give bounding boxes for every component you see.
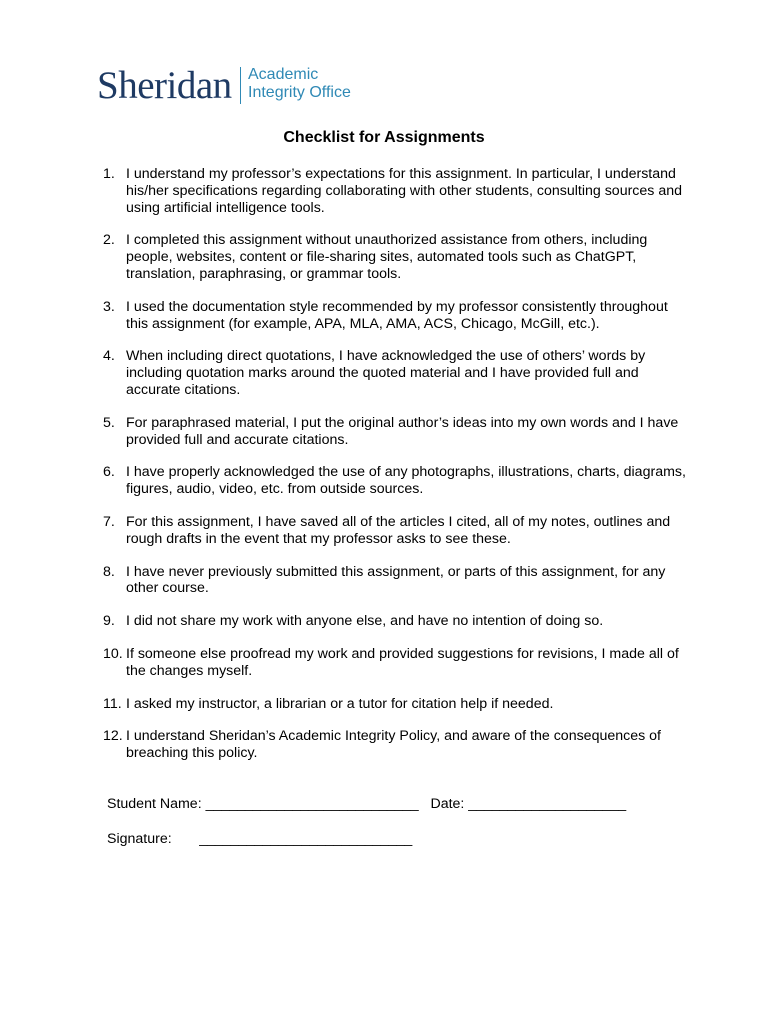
logo-subtitle: [248, 66, 351, 102]
checklist-item-number: 1.: [103, 166, 115, 182]
checklist-item: [103, 415, 693, 449]
checklist-item-text: When including direct quotations, I have acknowledged the use of others’ words by including quotation marks around the quoted material and I have provided full and accurate citations.: [126, 348, 646, 398]
checklist-item-text: I have properly acknowledged the use of any photographs, illustrations, charts, diagrams, figures, audio, video, etc. from outside sources.: [126, 464, 686, 498]
checklist-item-number: 8.: [103, 563, 115, 580]
checklist-item: [103, 646, 693, 680]
checklist-item-number: 7.: [103, 513, 115, 530]
checklist-item-text: I did not share my work with anyone else, and have no intention of doing so.: [126, 613, 604, 630]
checklist-item-number: 4.: [103, 348, 115, 365]
logo-subtitle-line2: Integrity Office: [248, 84, 351, 101]
checklist-item-text: I understand Sheridan’s Academic Integrity Policy, and aware of the consequences of breaching this policy.: [126, 728, 661, 762]
checklist-item: [103, 613, 693, 630]
checklist-item: [103, 728, 693, 762]
checklist-item-text: I completed this assignment without unauthorized assistance from others, including people, websites, content or file-sharing sites, automated tools such as ChatGPT, translation, paraphrasing, or grammar tools.: [126, 232, 648, 282]
checklist-item-text: For this assignment, I have saved all of the articles I cited, all of my notes, outlines and rough drafts in the event that my professor asks to see these.: [126, 513, 671, 547]
checklist-item-number: 5.: [103, 414, 115, 431]
checklist-item-text: I used the documentation style recommended by my professor consistently throughout this assignment (for example, APA, MLA, AMA, ACS, Chicago, McGill, etc.).: [126, 298, 668, 332]
checklist-item-text: I understand my professor’s expectations for this assignment. In particular, I understand his/her specifications regarding collaborating with other students, consulting sources and using artificial intelligence tools.: [126, 166, 682, 216]
student-name-date-line: Student Name: ___________________________ Date: ____________________: [107, 796, 627, 812]
checklist-item-number: 12.: [103, 728, 123, 745]
checklist-item: [103, 696, 693, 713]
checklist-item-number: 10.: [103, 645, 123, 662]
logo-subtitle-line1: Academic: [248, 66, 319, 83]
page-title: Checklist for Assignments: [283, 129, 485, 146]
checklist-item-text: If someone else proofread my work and provided suggestions for revisions, I made all of the changes myself.: [126, 645, 679, 679]
checklist-item-number: 9.: [103, 613, 115, 630]
checklist-item-text: I asked my instructor, a librarian or a tutor for citation help if needed.: [126, 695, 554, 712]
checklist-item-text: For paraphrased material, I put the original author’s ideas into my own words and I have provided full and accurate citations.: [126, 414, 679, 448]
checklist: [103, 166, 693, 778]
signature-line: Signature: ___________________________: [107, 831, 413, 847]
checklist-item: [103, 232, 693, 282]
checklist-item-number: 2.: [103, 232, 115, 249]
checklist-item: [103, 564, 693, 598]
checklist-item: [103, 514, 693, 548]
logo-wordmark: Sheridan: [97, 64, 232, 107]
checklist-item-number: 6.: [103, 464, 115, 481]
checklist-item: [103, 348, 693, 398]
checklist-item-text: I have never previously submitted this assignment, or parts of this assignment, for any other course.: [126, 563, 666, 597]
logo-divider: [240, 67, 241, 104]
checklist-item-number: 3.: [103, 298, 115, 315]
checklist-item: [103, 299, 693, 333]
checklist-item: [103, 166, 693, 216]
checklist-item: [103, 464, 693, 498]
checklist-item-number: 11.: [103, 695, 122, 712]
